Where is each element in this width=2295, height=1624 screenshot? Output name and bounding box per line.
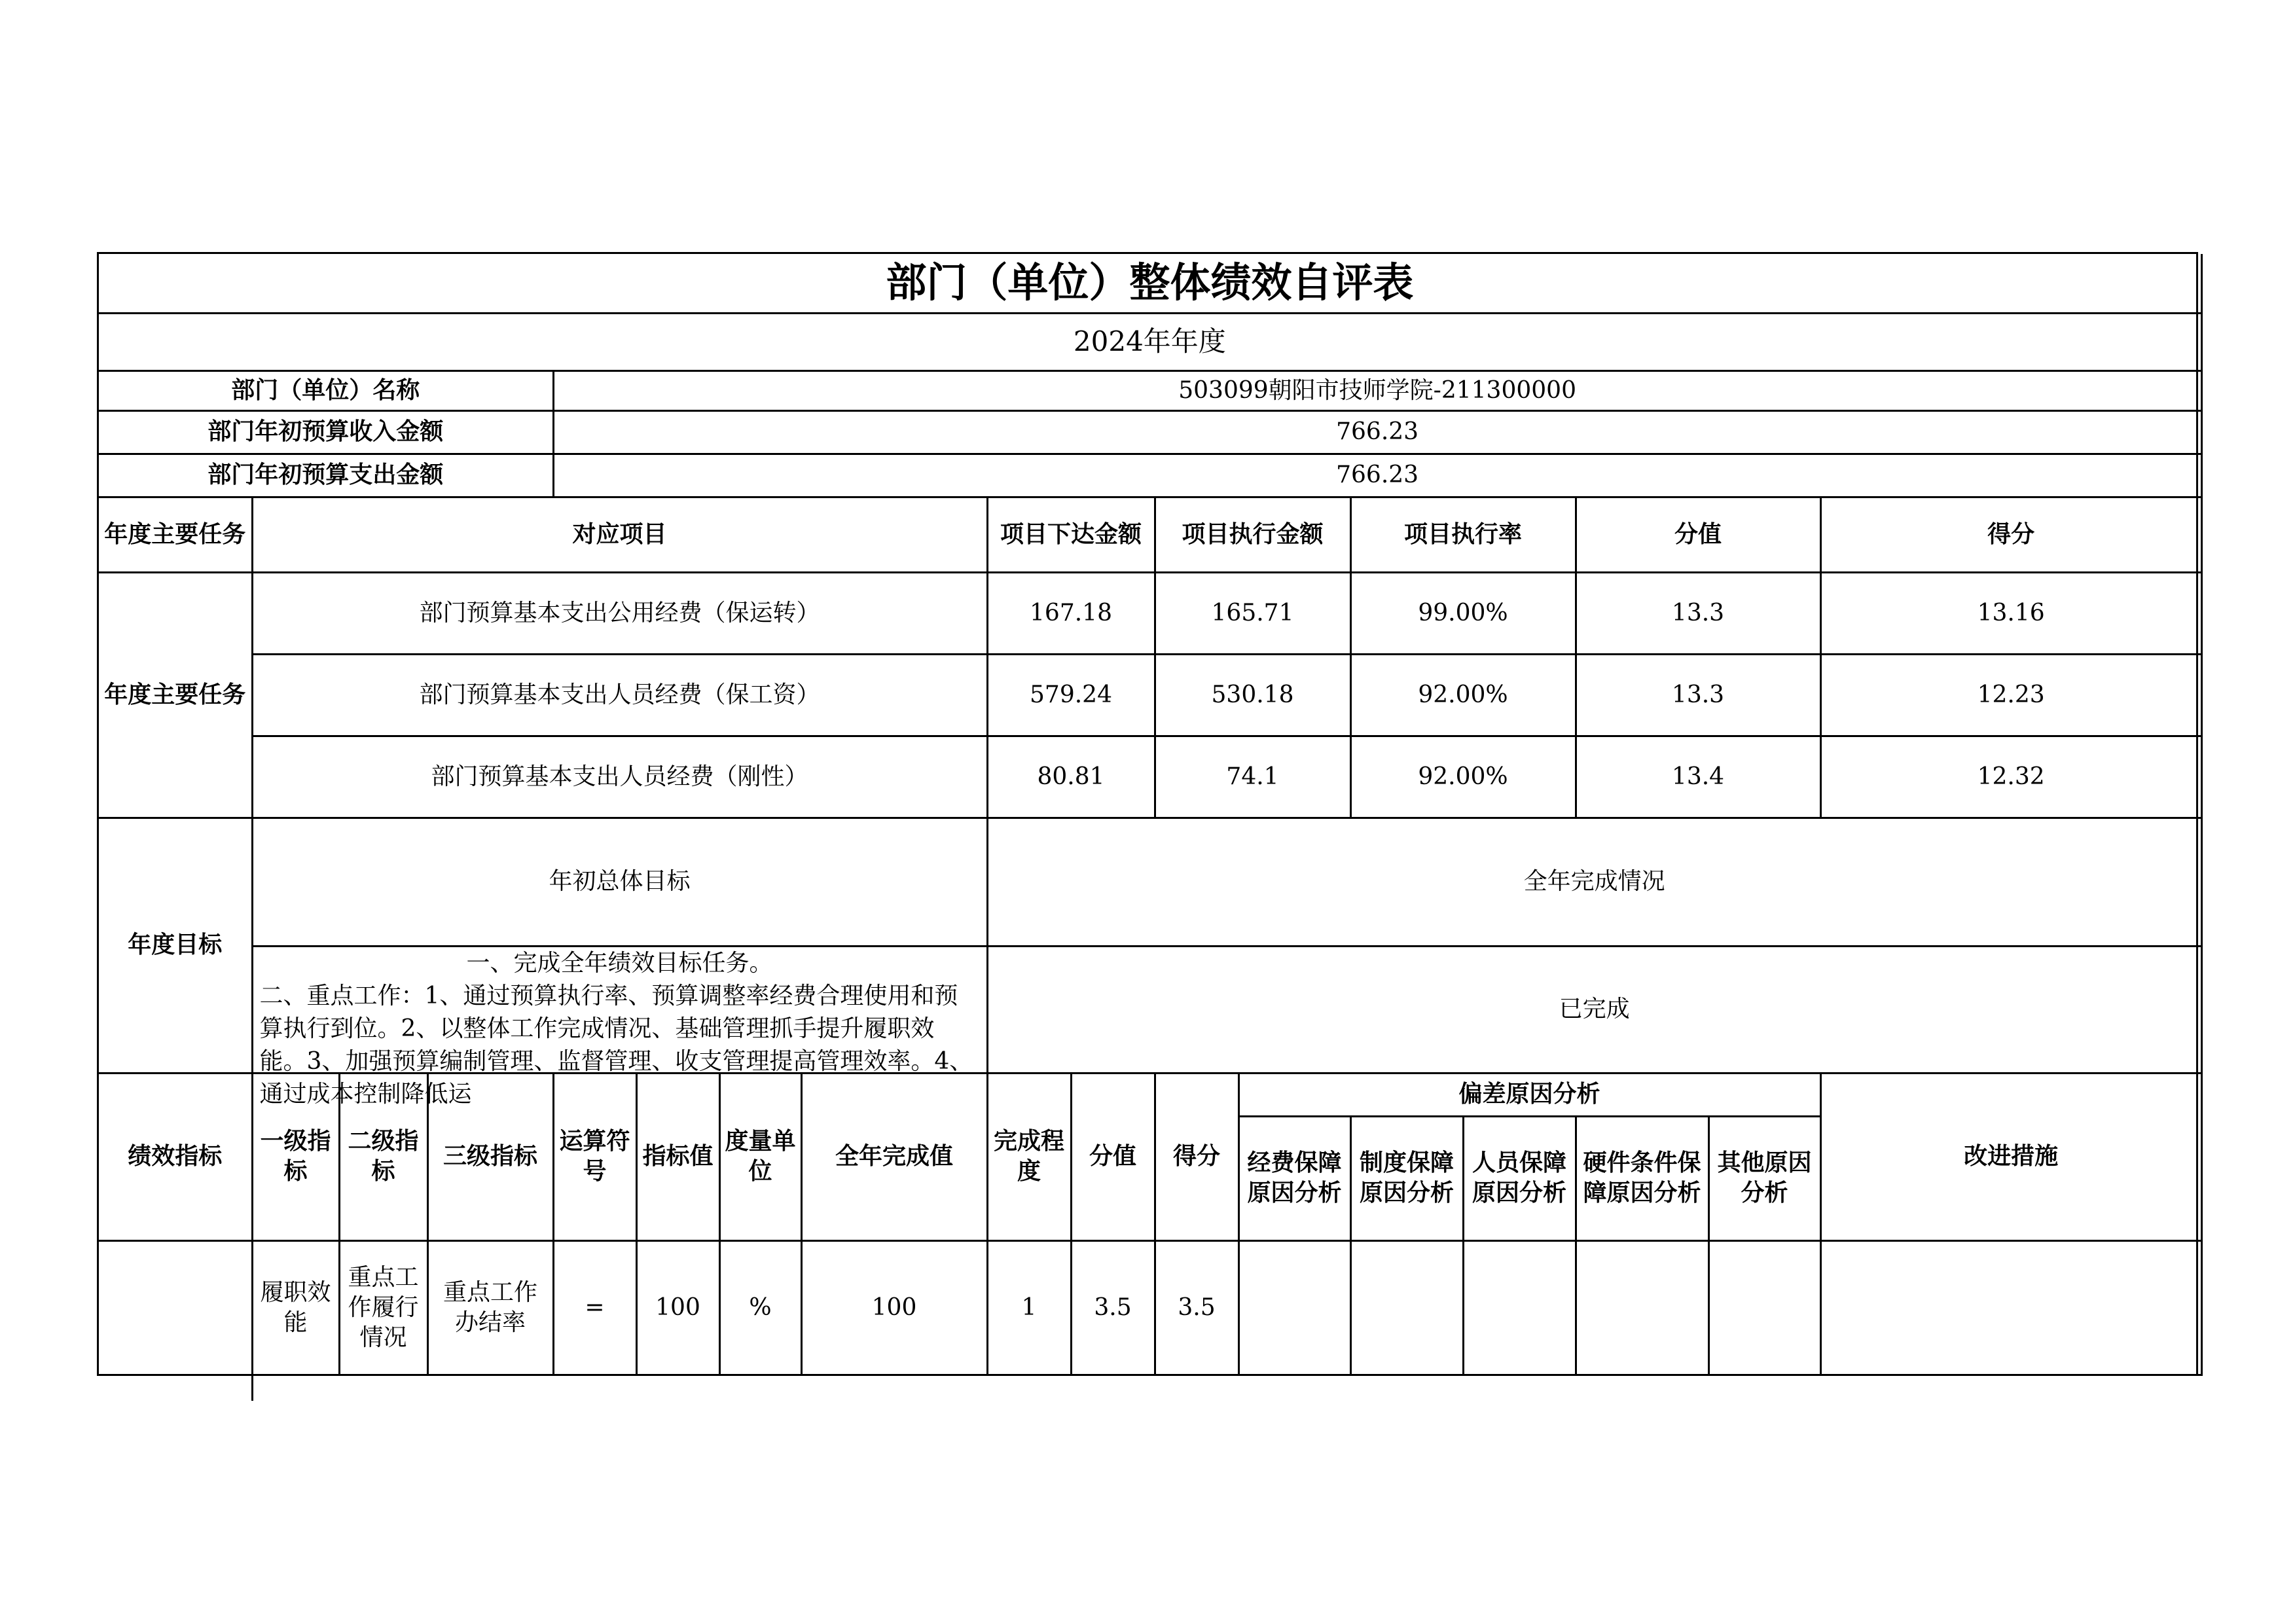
tasks-header-project: 对应项目 [252,497,987,572]
ind-annual: 100 [801,1240,987,1375]
ind-header-target: 指标值 [636,1073,719,1240]
task-project: 部门预算基本支出人员经费（刚性） [252,736,987,818]
info-label-income: 部门年初预算收入金额 [99,410,553,454]
task-rate: 92.00% [1350,654,1576,736]
task-issued: 579.24 [987,654,1155,736]
ind-header-dev-system: 制度保障原因分析 [1350,1116,1463,1240]
task-issued: 167.18 [987,572,1155,654]
task-issued: 80.81 [987,736,1155,818]
tasks-header-score-value: 分值 [1576,497,1820,572]
info-label-expense: 部门年初预算支出金额 [99,454,553,497]
goals-completion-header: 全年完成情况 [987,818,2201,946]
ind-header-deviation: 偏差原因分析 [1238,1073,1820,1116]
ind-dev-staff [1463,1240,1576,1375]
task-score-value: 13.3 [1576,572,1820,654]
info-value-income: 766.23 [553,410,2201,454]
task-score: 12.32 [1820,736,2201,818]
ind-target: 100 [636,1240,719,1375]
ind-header-dev-funding: 经费保障原因分析 [1238,1116,1350,1240]
task-executed: 530.18 [1155,654,1350,736]
page-title: 部门（单位）整体绩效自评表 [99,254,2201,313]
info-value-name: 503099朝阳市技师学院-211300000 [553,370,2201,410]
ind-header-score: 得分 [1155,1073,1238,1240]
ind-header-dev-hardware: 硬件条件保障原因分析 [1576,1116,1708,1240]
ind-level1: 履职效能 [252,1240,339,1375]
evaluation-table [99,254,2203,1401]
ind-header-score-value: 分值 [1071,1073,1155,1240]
task-score-value: 13.4 [1576,736,1820,818]
year-label: 2024年年度 [99,313,2201,370]
tasks-header-issued: 项目下达金额 [987,497,1155,572]
ind-header-annual: 全年完成值 [801,1073,987,1240]
goals-completion: 已完成 [987,946,2201,1073]
task-executed: 74.1 [1155,736,1350,818]
task-score: 13.16 [1820,572,2201,654]
ind-header-unit: 度量单位 [719,1073,801,1240]
ind-header-level3: 三级指标 [427,1073,553,1240]
ind-row-label [99,1240,252,1375]
ind-level2: 重点工作履行情况 [339,1240,427,1375]
ind-degree: 1 [987,1240,1071,1375]
tasks-header-executed: 项目执行金额 [1155,497,1350,572]
ind-dev-system [1350,1240,1463,1375]
evaluation-sheet [97,252,2198,1376]
goals-initial-text: 二、重点工作：1、通过预算执行率、预算调整率经费合理使用和预算执行到位。2、以整体工作完成情况、基础管理抓手提升履职效能。3、加强预算编制管理、监督管理、收支管理提高管理效率。4、通过成本控制降低运 [259,982,973,1108]
ind-unit: % [719,1240,801,1375]
ind-header-operator: 运算符号 [553,1073,636,1240]
ind-operator: = [553,1240,636,1375]
tasks-row-label: 年度主要任务 [99,572,252,818]
task-project: 部门预算基本支出人员经费（保工资） [252,654,987,736]
ind-header-improve: 改进措施 [1820,1073,2201,1240]
ind-dev-hardware [1576,1240,1708,1375]
ind-header-dev-other: 其他原因分析 [1708,1116,1820,1240]
ind-header-degree: 完成程度 [987,1073,1071,1240]
ind-next-row [252,1375,2201,1401]
goals-initial-text-cell [252,946,987,1108]
task-score: 12.23 [1820,654,2201,736]
goals-initial-header: 年初总体目标 [252,818,987,946]
task-executed: 165.71 [1155,572,1350,654]
ind-improve [1820,1240,2201,1375]
ind-row-label-cont [99,1375,252,1401]
ind-dev-other [1708,1240,1820,1375]
ind-score-value: 3.5 [1071,1240,1155,1375]
ind-dev-funding [1238,1240,1350,1375]
tasks-header-rate: 项目执行率 [1350,497,1576,572]
tasks-header-task: 年度主要任务 [99,497,252,572]
task-rate: 92.00% [1350,736,1576,818]
ind-level3: 重点工作办结率 [427,1240,553,1375]
ind-header-level2: 二级指标 [339,1073,427,1240]
task-rate: 99.00% [1350,572,1576,654]
task-score-value: 13.3 [1576,654,1820,736]
ind-score: 3.5 [1155,1240,1238,1375]
ind-header-label: 绩效指标 [99,1073,252,1240]
info-value-expense: 766.23 [553,454,2201,497]
ind-header-level1: 一级指标 [252,1073,339,1240]
tasks-header-score: 得分 [1820,497,2201,572]
task-project: 部门预算基本支出公用经费（保运转） [252,572,987,654]
goals-initial-first-line: 一、完成全年绩效目标任务。 [466,949,773,977]
goals-label: 年度目标 [99,818,252,1073]
info-label-name: 部门（单位）名称 [99,370,553,410]
ind-header-dev-staff: 人员保障原因分析 [1463,1116,1576,1240]
